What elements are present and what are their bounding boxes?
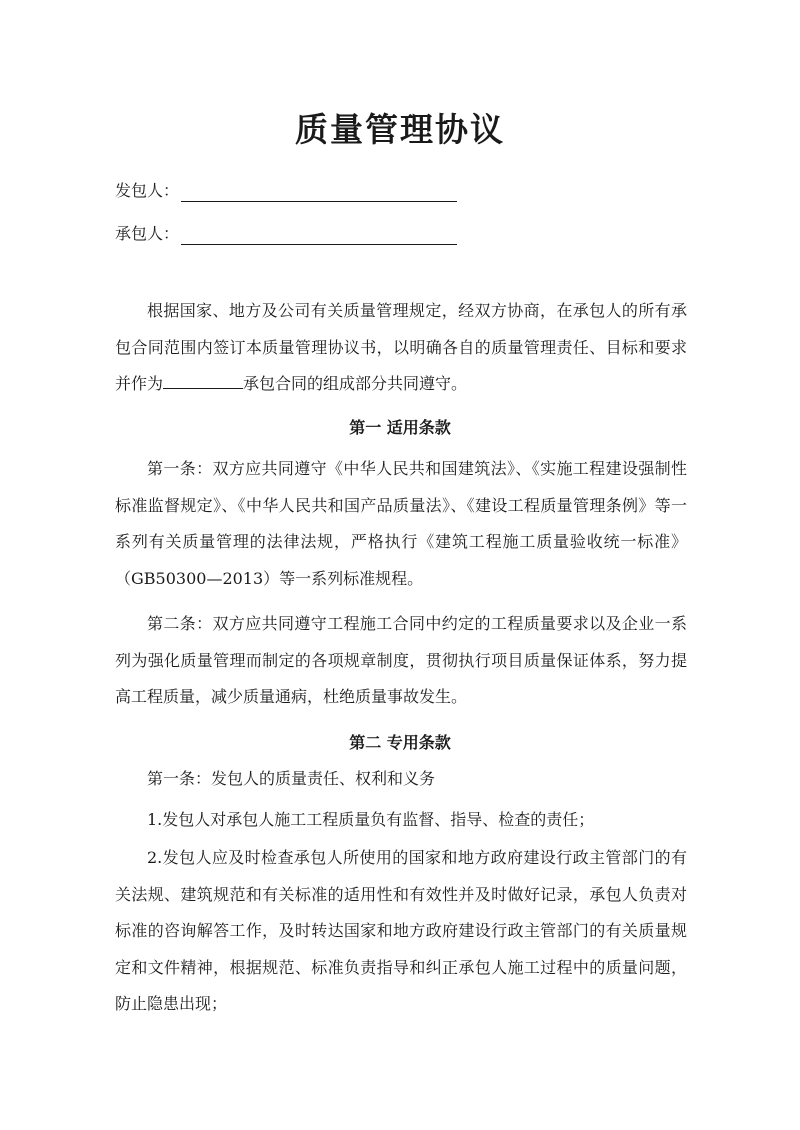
employer-line [115, 180, 457, 202]
section2-item2: 2.发包人应及时检查承包人所使用的国家和地方政府建设行政主管部门的有关法规、建筑规范和有关标准的适用性和有效性并及时做好记录，承包人负责对标准的咨询解答工作，及时转达国家和地方政府建设行政主管部门的有关质量规定和文件精神，根据规范、标准负责指导和纠正承包人施工过程中的质量问题，防止隐患出现； [115, 848, 687, 1014]
contractor-blank [181, 230, 457, 245]
employer-blank [181, 187, 457, 202]
section1-article1: 第一条：双方应共同遵守《中华人民共和国建筑法》、《实施工程建设强制性标准监督规定》、《中华人民共和国产品质量法》、《建设工程质量管理条例》等一系列有关质量管理的法律法规，严格执行《建筑工程施工质量验收统一标准》（GB50300—2013）等一系列标准规程。 [115, 459, 687, 588]
intro-paragraph [115, 293, 687, 403]
contractor-label: 承包人： [115, 224, 180, 243]
intro-text-part1: 根据国家、地方及公司有关质量管理规定，经双方协商，在承包人的所有承包合同范围内签订本质量管理协议书，以明确各自的质量管理责任、目标和要求并作为 [115, 301, 687, 394]
contract-name-blank [163, 374, 243, 389]
section2-heading: 第二 专用条款 [349, 733, 451, 752]
section1-article2: 第二条：双方应共同遵守工程施工合同中约定的工程质量要求以及企业一系列为强化质量管理而制定的各项规章制度，贯彻执行项目质量保证体系，努力提高工程质量，减少质量通病，杜绝质量事故发生。 [115, 614, 687, 707]
intro-text-part2: 承包合同的组成部分共同遵守。 [243, 374, 468, 394]
contractor-line [115, 223, 457, 245]
section2-article1: 第一条：发包人的质量责任、权利和义务 [147, 769, 436, 788]
section1-heading: 第一 适用条款 [349, 418, 451, 437]
document-title: 质量管理协议 [295, 110, 505, 149]
section2-item1: 1.发包人对承包人施工工程质量负有监督、指导、检查的责任； [147, 810, 595, 829]
employer-label: 发包人： [115, 181, 180, 200]
